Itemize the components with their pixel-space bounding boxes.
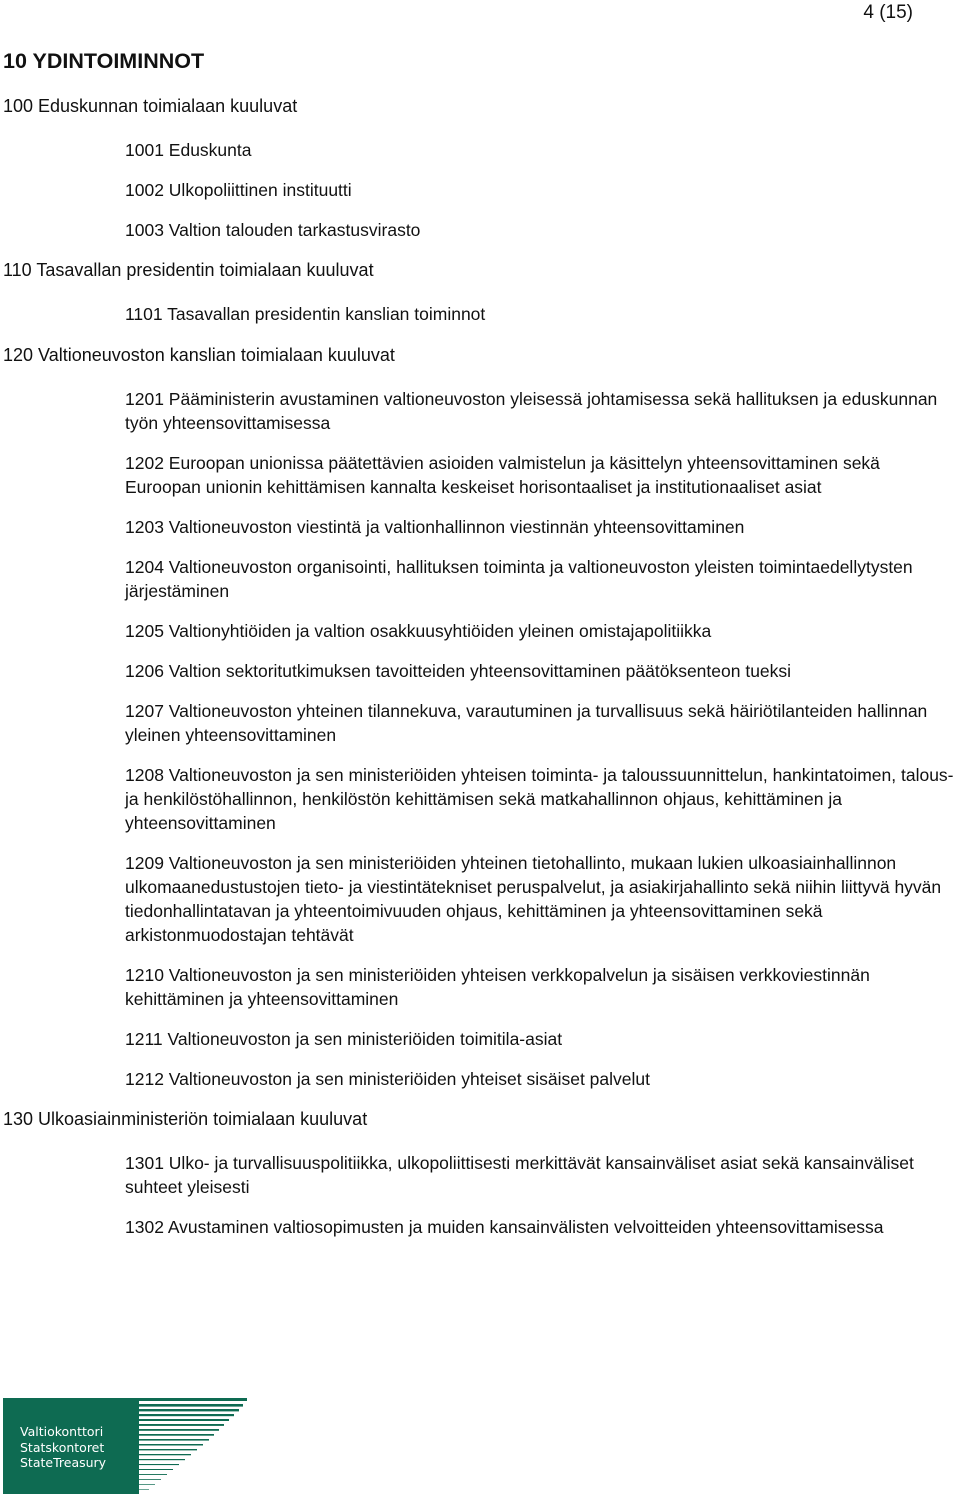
list-item: 1205 Valtionyhtiöiden ja valtion osakkuusyhtiöiden yleinen omistajapolitiikka <box>125 621 712 641</box>
list-item: 1203 Valtioneuvoston viestintä ja valtionhallinnon viestinnän yhteensovittaminen <box>125 517 745 537</box>
list-item: 1302 Avustaminen valtiosopimusten ja muiden kansainvälisten velvoitteiden yhteensovittamisessa <box>125 1217 884 1237</box>
list-item: 1003 Valtion talouden tarkastusvirasto <box>125 220 421 240</box>
document-heading: 10 YDINTOIMINNOT <box>3 49 205 73</box>
document-body <box>0 94 960 1255</box>
list-item: 1101 Tasavallan presidentin kanslian toiminnot <box>125 304 486 324</box>
list-item: 1211 Valtioneuvoston ja sen ministeriöiden toimitila-asiat <box>125 1029 563 1049</box>
list-item: 1301 Ulko- ja turvallisuuspolitiikka, ulkopoliittisesti merkittävät kansainväliset asiat sekä kansainväliset suhteet yleisesti <box>125 1153 914 1197</box>
group-130 <box>0 1107 960 1239</box>
group-110 <box>0 258 960 326</box>
logo-line-sv: Statskontoret <box>20 1439 105 1455</box>
group-title: 130 Ulkoasiainministeriön toimialaan kuuluvat <box>3 1109 368 1129</box>
logo-text-block <box>3 1398 139 1494</box>
group-title: 100 Eduskunnan toimialaan kuuluvat <box>3 96 298 116</box>
list-item: 1201 Pääministerin avustaminen valtioneuvoston yleisessä johtamisessa sekä hallituksen ja eduskunnan työn yhteensovittamisessa <box>125 389 938 433</box>
logo-line-en: StateTreasury <box>20 1455 107 1470</box>
group-title: 120 Valtioneuvoston kanslian toimialaan kuuluvat <box>3 345 395 365</box>
list-item: 1204 Valtioneuvoston organisointi, hallituksen toiminta ja valtioneuvoston yleisten toimintaedellytysten järjestäminen <box>125 557 913 601</box>
list-item: 1202 Euroopan unionissa päätettävien asioiden valmistelun ja käsittelyn yhteensovittaminen sekä Euroopan unionin kehittämisen kannalta keskeiset horisontaaliset ja institutionaaliset asiat <box>125 453 880 497</box>
logo-line-fi: Valtiokonttori <box>20 1424 104 1439</box>
page-number: 4 (15) <box>863 2 913 23</box>
list-item: 1206 Valtion sektoritutkimuksen tavoitteiden yhteensovittaminen päätöksenteon tueksi <box>125 661 792 681</box>
list-item: 1212 Valtioneuvoston ja sen ministeriöiden yhteiset sisäiset palvelut <box>125 1069 650 1089</box>
list-item: 1209 Valtioneuvoston ja sen ministeriöiden yhteinen tietohallinto, mukaan lukien ulkoasiainhallinnon ulkomaanedustustojen tieto- ja viestintätekniset peruspalvelut, ja asiakirjahallinto sekä niihin liittyvä hyvän tiedonhallintatavan ja yhteentoimivuuden ohjaus, kehittäminen ja yhteensovittaminen sekä arkistonmuodostajan tehtävät <box>125 853 942 945</box>
list-item: 1002 Ulkopoliittinen instituutti <box>125 180 352 200</box>
group-100 <box>0 94 960 242</box>
list-item: 1210 Valtioneuvoston ja sen ministeriöiden yhteisen verkkopalvelun ja sisäisen verkkoviestinnän kehittäminen ja yhteensovittaminen <box>125 965 870 1009</box>
list-item: 1207 Valtioneuvoston yhteinen tilannekuva, varautuminen ja turvallisuus sekä häiriötilanteiden hallinnan yleinen yhteensovittaminen <box>125 701 928 745</box>
list-item: 1208 Valtioneuvoston ja sen ministeriöiden yhteisen toiminta- ja taloussuunnittelun, hankintatoimen, talous- ja henkilöstöhallinnon, henkilöstön kehittämisen sekä matkahallinnon ohjaus, kehittäminen ja yhteensovittaminen <box>125 765 954 833</box>
valtiokonttori-logo <box>3 1398 247 1494</box>
logo-stripes-icon <box>139 1398 247 1494</box>
group-title: 110 Tasavallan presidentin toimialaan kuuluvat <box>3 260 374 280</box>
list-item: 1001 Eduskunta <box>125 140 252 160</box>
group-120 <box>0 343 960 1091</box>
